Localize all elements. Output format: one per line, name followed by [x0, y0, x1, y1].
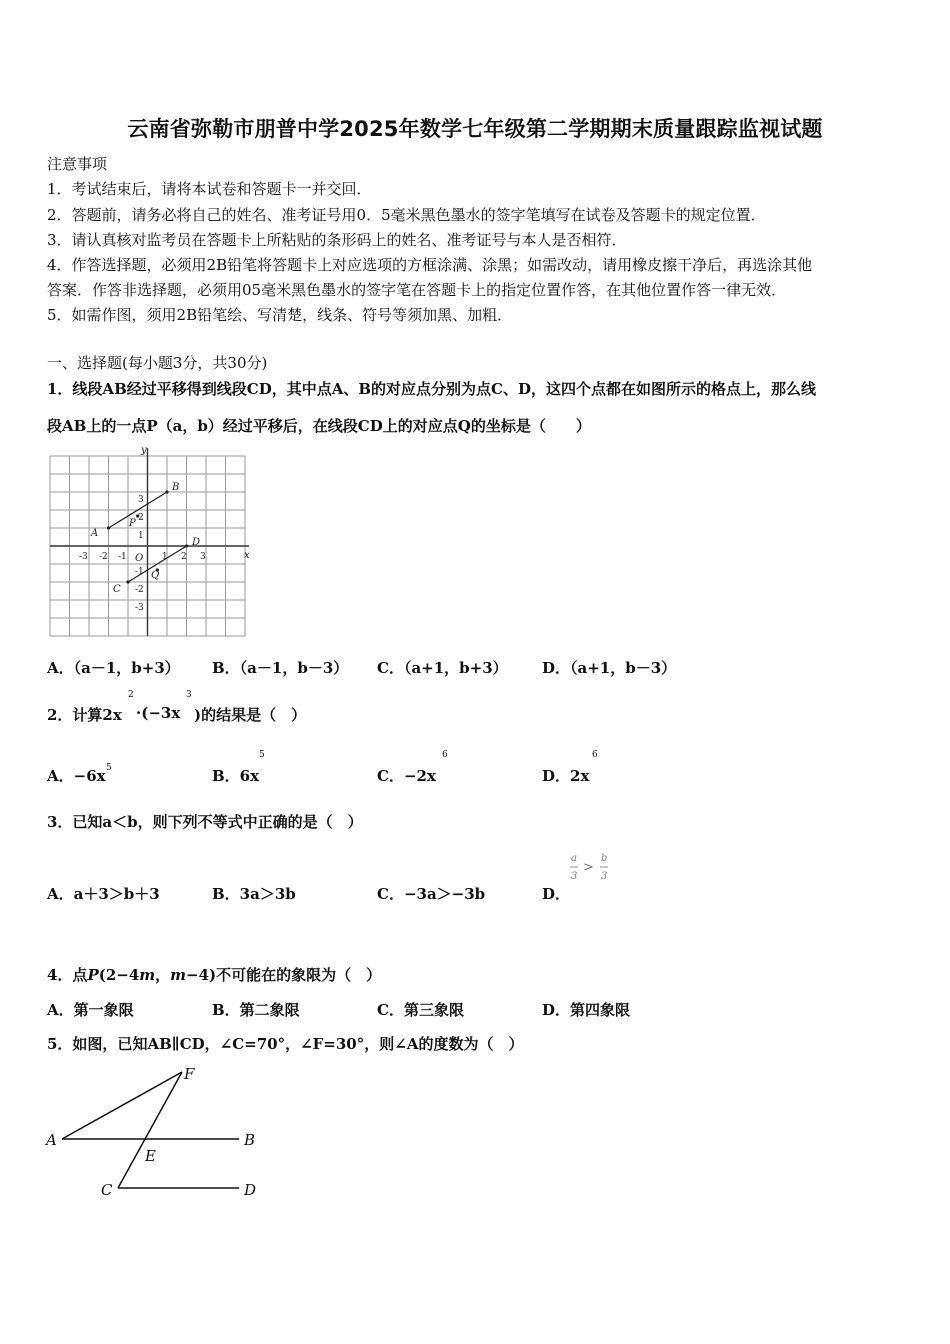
q4-option-a[interactable]: A．第一象限 [47, 1001, 134, 1019]
notice-item: 2．答题前，请务必将自己的姓名、准考证号用0．5毫米黑色墨水的签字笔填写在试卷及答题卡的规定位置． [47, 206, 766, 224]
y-tick: -1 [135, 567, 144, 577]
notice-item: 3．请认真核对监考员在答题卡上所粘贴的条形码上的姓名、准考证号与本人是否相符． [47, 231, 627, 249]
x-tick: -1 [118, 552, 127, 562]
x-tick: 1 [162, 552, 168, 562]
q2-option-b[interactable]: B．6x [212, 767, 260, 785]
fraction-numerator: b [601, 853, 608, 864]
q1-option-a[interactable]: A．（a－1，b+3） [47, 659, 180, 677]
page-title: 云南省弥勒市朋普中学2025年数学七年级第二学期期末质量跟踪监视试题 [127, 117, 823, 141]
notice-item: 5．如需作图，须用2B铅笔绘、写清楚，线条、符号等须加黑、加粗． [47, 306, 513, 324]
q2-stem-b: ·(−3x [136, 704, 181, 722]
y-tick: -3 [135, 603, 144, 613]
label-f: F [184, 1065, 195, 1083]
point-a-label: A [91, 528, 99, 539]
point-p-label: P [129, 518, 136, 529]
q3-option-a[interactable]: A．a＋3＞b＋3 [47, 885, 160, 903]
q5-stem: 5．如图，已知AB∥CD，∠C=70°，∠F=30°，则∠A的度数为（ ） [47, 1035, 524, 1053]
variable-m: m [170, 966, 187, 984]
x-tick: -3 [79, 552, 88, 562]
q2-option-a-exp: 5 [106, 763, 112, 773]
q4-stem-mid: (2−4 [98, 966, 140, 984]
q2-option-d-exp: 6 [592, 750, 598, 760]
fraction-denominator: 3 [571, 871, 578, 882]
q4-stem-post: −4)不可能在的象限为（ ） [186, 966, 382, 984]
q4-option-c[interactable]: C．第三象限 [377, 1001, 464, 1019]
point-p: P [87, 966, 99, 984]
q2-stem-c: )的结果是（ ） [194, 706, 307, 724]
x-tick: -2 [99, 552, 108, 562]
variable-m: m [139, 966, 156, 984]
label-a: A [46, 1131, 57, 1149]
q3-option-b[interactable]: B．3a＞3b [212, 885, 296, 903]
q2-option-d[interactable]: D．2x [542, 767, 590, 785]
point-q-label: Q [151, 570, 160, 581]
question-1-line1: 1．线段AB经过平移得到线段CD，其中点A、B的对应点分别为点C、D，这四个点都在如图所示的格点上，那么线 [47, 380, 816, 398]
q2-option-b-exp: 5 [259, 750, 265, 760]
label-c: C [101, 1181, 113, 1199]
notice-item: 1．考试结束后，请将本试卷和答题卡一并交回． [47, 180, 372, 198]
point-c-label: C [113, 584, 121, 595]
q4-stem-pre: 4．点 [47, 966, 88, 984]
label-e: E [145, 1147, 156, 1165]
q1-grid-figure [46, 444, 256, 640]
origin-label: O [135, 553, 144, 564]
q3-stem: 3．已知a＜b，则下列不等式中正确的是（ ） [47, 813, 363, 831]
q2-exp-2: 3 [186, 690, 192, 700]
q4-stem [47, 964, 381, 985]
q2-exp-1: 2 [128, 690, 134, 700]
q4-comma: ， [155, 966, 171, 984]
q3-option-c[interactable]: C．−3a＞−3b [377, 885, 486, 903]
notice-item: 4．作答选择题，必须用2B铅笔将答题卡上对应选项的方框涂满、涂黑；如需改动，请用橡皮擦干净后，再选涂其他 [47, 256, 813, 274]
x-tick: 2 [181, 552, 187, 562]
label-b: B [244, 1131, 256, 1149]
q1-option-c[interactable]: C．（a+1，b+3） [377, 659, 508, 677]
notice-item: 答案．作答非选择题，必须用05毫米黑色墨水的签字笔在答题卡上的指定位置作答，在其他位置作答一律无效． [47, 281, 787, 299]
q4-option-b[interactable]: B．第二象限 [212, 1001, 300, 1019]
y-tick: 3 [138, 495, 144, 505]
q2-option-c[interactable]: C．−2x [377, 767, 436, 785]
point-d-label: D [192, 537, 201, 548]
question-1-line2: 段AB上的一点P（a，b）经过平移后，在线段CD上的对应点Q的坐标是（ ） [47, 417, 591, 435]
label-d: D [244, 1181, 257, 1199]
q1-option-b[interactable]: B．（a－1，b－3） [212, 659, 349, 677]
q2-option-a[interactable]: A．−6x [47, 767, 106, 785]
y-tick: 2 [138, 513, 144, 523]
q2-option-c-exp: 6 [442, 750, 448, 760]
y-tick: -2 [135, 585, 144, 595]
q2-stem-a: 2．计算2x [47, 706, 122, 724]
q4-option-d[interactable]: D．第四象限 [542, 1001, 631, 1019]
x-tick: 3 [200, 552, 206, 562]
point-b-label: B [172, 482, 180, 493]
q3-option-d[interactable]: D． [542, 885, 571, 903]
section-heading: 一、选择题(每小题3分，共30分) [47, 354, 268, 372]
fraction-denominator: 3 [601, 871, 608, 882]
greater-than-sign: > [583, 860, 594, 875]
q1-option-d[interactable]: D．（a+1，b－3） [542, 659, 677, 677]
y-tick: 1 [138, 531, 144, 541]
notice-heading: 注意事项 [47, 155, 108, 173]
y-axis-label: y [141, 445, 147, 456]
q5-figure [44, 1062, 268, 1200]
x-axis-label: x [244, 550, 250, 561]
q3-option-d-expression [566, 850, 614, 884]
fraction-numerator: a [571, 853, 577, 864]
